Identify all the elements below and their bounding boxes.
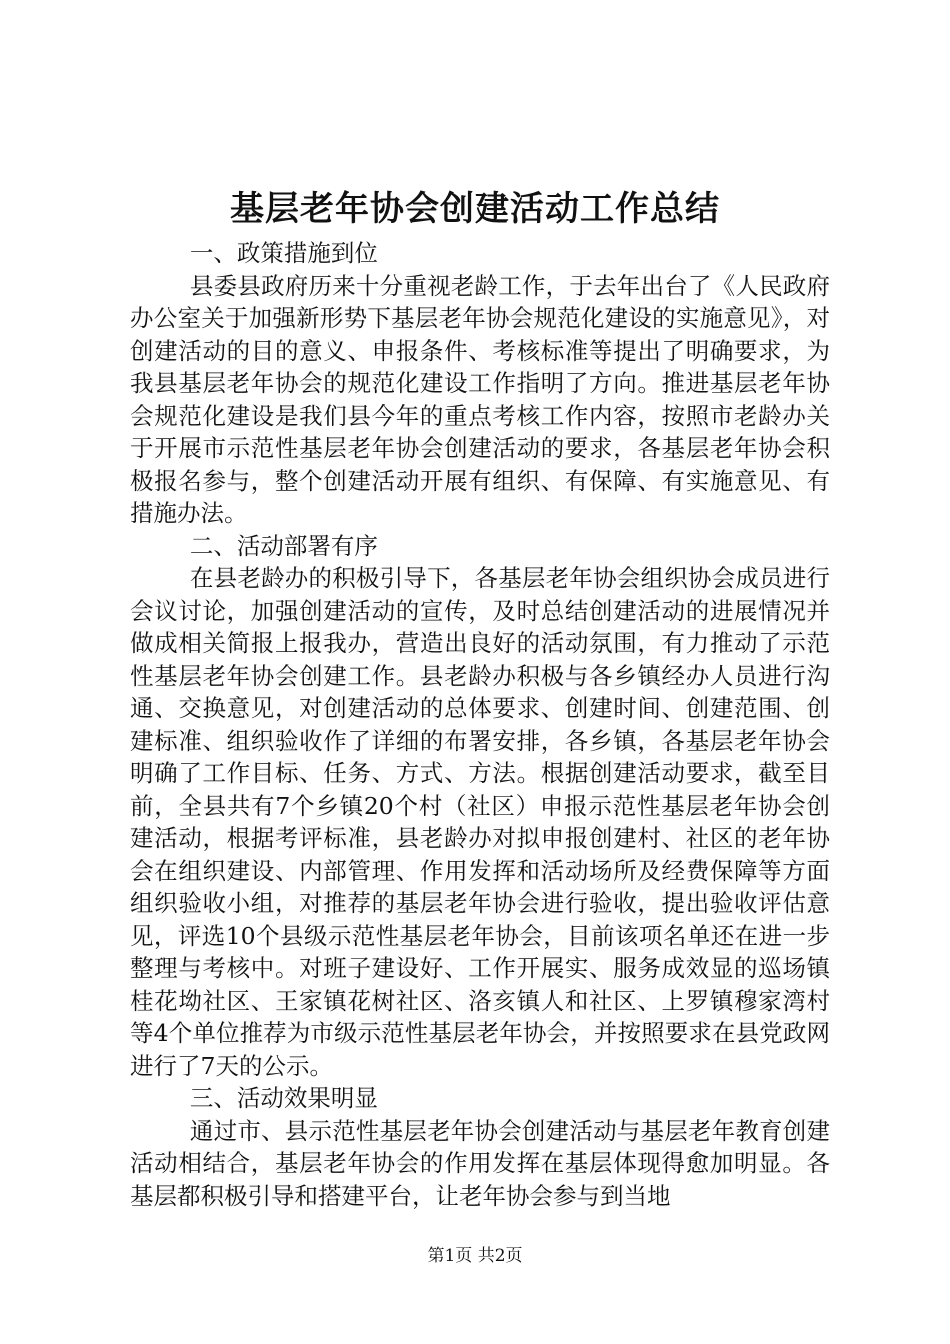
section-paragraph: 在县老龄办的积极引导下，各基层老年协会组织协会成员进行会议讨论，加强创建活动的宣传，及时总结创建活动的进展情况并做成相关简报上报我办，营造出良好的活动氛围，有力推动了示范性基层老年协会创建工作。县老龄办积极与各乡镇经办人员进行沟通、交换意见，对创建活动的总体要求、创建时间、创建范围、创建标准、组织验收作了详细的布署安排，各乡镇，各基层老年协会明确了工作目标、任务、方式、方法。根据创建活动要求，截至目前，全县共有7个乡镇20个村（社区）申报示范性基层老年协会创建活动，根据考评标准，县老龄办对拟申报创建村、社区的老年协会在组织建设、内部管理、作用发挥和活动场所及经费保障等方面组织验收小组，对推荐的基层老年协会进行验收，提出验收评估意见，评选10个县级示范性基层老年协会，目前该项名单还在进一步整理与考核中。对班子建设好、工作开展实、服务成效显的巡场镇桂花坳社区、王家镇花树社区、洛亥镇人和社区、上罗镇穆家湾村等4个单位推荐为市级示范性基层老年协会，并按照要求在县党政网进行了7天的公示。 <box>130 564 830 1080</box>
document-title: 基层老年协会创建活动工作总结 <box>230 189 720 229</box>
page-footer: 第1页 共2页 <box>427 1246 523 1266</box>
section-paragraph: 县委县政府历来十分重视老龄工作，于去年出台了《人民政府办公室关于加强新形势下基层老年协会规范化建设的实施意见》，对创建活动的目的意义、申报条件、考核标准等提出了明确要求，为我县基层老年协会的规范化建设工作指明了方向。推进基层老年协会规范化建设是我们县今年的重点考核工作内容，按照市老龄办关于开展市示范性基层老年协会创建活动的要求，各基层老年协会积极报名参与，整个创建活动开展有组织、有保障、有实施意见、有措施办法。 <box>130 271 830 527</box>
section-heading: 二、活动部署有序 <box>189 531 378 560</box>
section-results <box>130 1082 830 1212</box>
section-heading: 三、活动效果明显 <box>189 1084 378 1112</box>
section-heading: 一、政策措施到位 <box>189 239 378 267</box>
section-deployment <box>130 530 830 1083</box>
document-body <box>130 237 830 1212</box>
section-paragraph: 通过市、县示范性基层老年协会创建活动与基层老年教育创建活动相结合，基层老年协会的作用发挥在基层体现得愈加明显。各基层都积极引导和搭建平台，让老年协会参与到当地 <box>130 1116 830 1210</box>
section-policy <box>130 237 830 530</box>
